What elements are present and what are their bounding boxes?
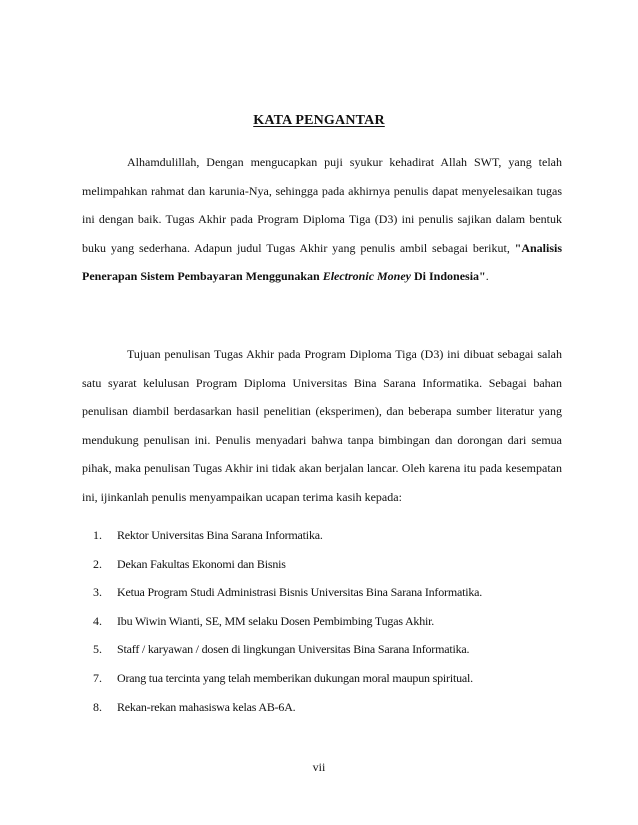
list-item-number: 1. bbox=[93, 528, 102, 542]
paragraph-intro bbox=[82, 148, 562, 291]
list-item-text: Staff / karyawan / dosen di lingkungan Universitas Bina Sarana Informatika. bbox=[117, 642, 470, 657]
thesis-title-part1: "Analisis Penerapan Sistem Pembayaran Menggunakan bbox=[82, 240, 562, 283]
acknowledgement-list bbox=[82, 521, 562, 721]
list-item-text: Ketua Program Studi Administrasi Bisnis Universitas Bina Sarana Informatika. bbox=[117, 585, 483, 600]
thesis-title-part2: Di Indonesia" bbox=[411, 269, 486, 283]
list-item bbox=[82, 578, 562, 607]
list-item-number: 8. bbox=[93, 699, 102, 714]
list-item bbox=[82, 550, 562, 579]
list-item-number: 2. bbox=[93, 556, 102, 571]
list-item bbox=[82, 693, 562, 722]
list-item-text: Rektor Universitas Bina Sarana Informatika. bbox=[117, 528, 323, 542]
list-item-number: 7. bbox=[93, 670, 102, 685]
list-item-number: 5. bbox=[93, 642, 102, 657]
page-number: vii bbox=[312, 760, 326, 774]
thesis-title-italic: Electronic Money bbox=[322, 269, 412, 283]
list-item bbox=[82, 607, 562, 636]
list-item-text: Dekan Fakultas Ekonomi dan Bisnis bbox=[117, 556, 286, 571]
list-item-text: Orang tua tercinta yang telah memberikan dukungan moral maupun spiritual. bbox=[117, 670, 473, 685]
paragraph-purpose bbox=[82, 340, 562, 511]
page-title bbox=[0, 113, 638, 129]
list-item-number: 4. bbox=[93, 613, 102, 628]
list-item-text: Ibu Wiwin Wianti, SE, MM selaku Dosen Pembimbing Tugas Akhir. bbox=[117, 613, 435, 628]
list-item-text: Rekan-rekan mahasiswa kelas AB-6A. bbox=[117, 699, 296, 714]
paragraph-intro-end: . bbox=[485, 269, 489, 283]
list-item bbox=[82, 635, 562, 664]
list-item bbox=[82, 521, 562, 550]
paragraph-intro-text: Alhamdulillah, Dengan mengucapkan puji syukur kehadirat Allah SWT, yang telah melimpahkan rahmat dan karunia-Nya, sehingga pada akhirnya penulis dapat menyelesaikan tugas ini dengan baik. Tugas Akhir pada Program Diploma Tiga (D3) ini penulis sajikan dalam bentuk buku yang sederhana. Adapun judul Tugas Akhir yang penulis ambil sebagai berikut, bbox=[82, 155, 562, 255]
list-item bbox=[82, 664, 562, 693]
paragraph-purpose-text: Tujuan penulisan Tugas Akhir pada Program Diploma Tiga (D3) ini dibuat sebagai salah satu syarat kelulusan Program Diploma Universitas Bina Sarana Informatika. Sebagai bahan penulisan diambil berdasarkan hasil penelitian (eksperimen), dan beberapa sumber literatur yang mendukung penulisan ini. Penulis menyadari bahwa tanpa bimbingan dan dorongan dari semua pihak, maka penulisan Tugas Akhir ini tidak akan berjalan lancar. Oleh karena itu pada kesempatan ini, ijinkanlah penulis menyampaikan ucapan terima kasih kepada: bbox=[82, 347, 562, 504]
page-title-text: KATA PENGANTAR bbox=[253, 113, 385, 128]
list-item-number: 3. bbox=[93, 585, 102, 600]
